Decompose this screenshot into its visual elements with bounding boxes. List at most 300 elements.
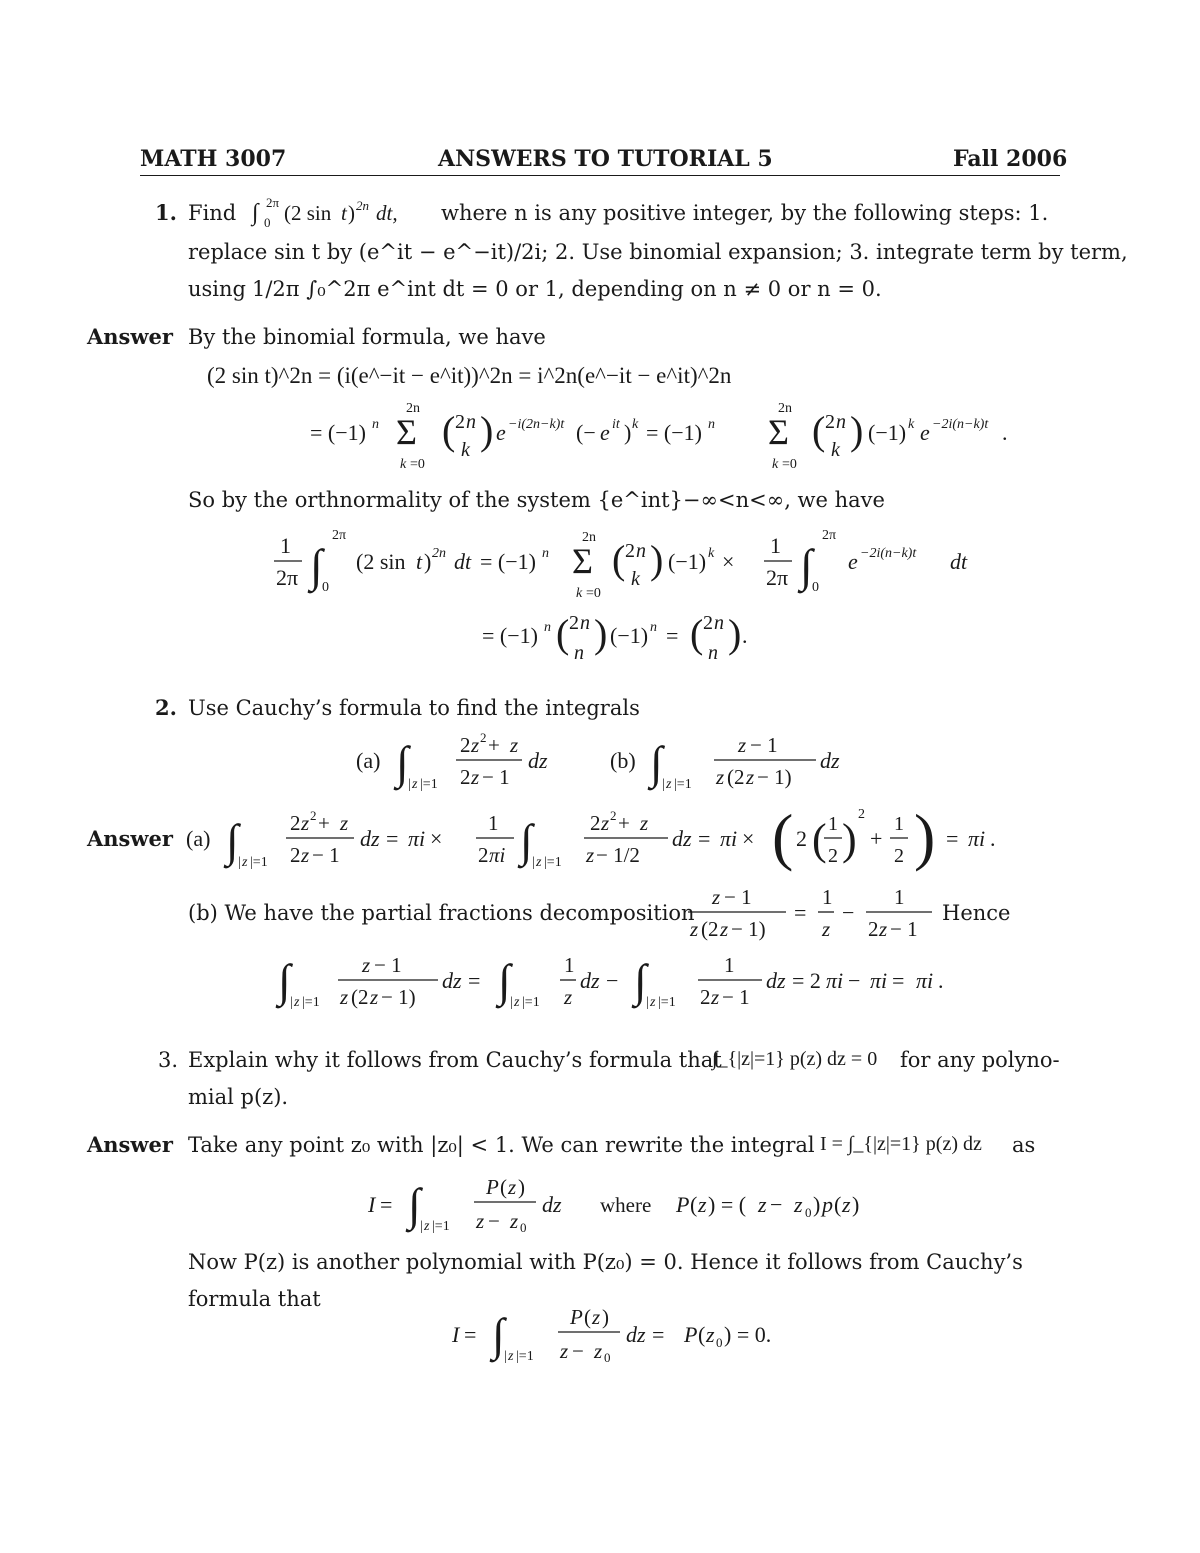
- a3-line2: Now P(z) is another polynomial with P(z₀) = 0. Hence it follows from Cauchy’s: [188, 1250, 1023, 1274]
- header-course: MATH 3007: [140, 146, 287, 172]
- svg-text:|=1: |=1: [302, 995, 320, 1010]
- svg-text:− 1: − 1: [890, 917, 918, 941]
- svg-text:1: 1: [488, 811, 499, 835]
- svg-text:z: z: [698, 1192, 707, 1217]
- svg-text:− 1: − 1: [750, 733, 778, 757]
- a1-eq4: [476, 605, 806, 667]
- svg-text:): ): [594, 611, 608, 656]
- svg-text:(2: (2: [701, 917, 719, 941]
- svg-text:|=1: |=1: [674, 777, 692, 792]
- a3-line1: Take any point z₀ with |z₀| < 1. We can rewrite the integral: [188, 1133, 815, 1157]
- svg-text:t: t: [416, 549, 423, 574]
- svg-text:− 1: − 1: [312, 843, 340, 867]
- svg-text:=0: =0: [586, 586, 601, 601]
- svg-text:− 1: − 1: [482, 765, 510, 789]
- svg-text:2: 2: [625, 540, 635, 562]
- svg-text:z: z: [471, 733, 480, 757]
- svg-text:2: 2: [703, 612, 713, 634]
- q1-line3: 1/2π ∫₀^2π e^int dt = 0 or 1, depending on n ≠ 0 or n = 0.: [252, 277, 882, 301]
- svg-text:0: 0: [264, 215, 271, 230]
- a1-eq1: (2 sin t)^2n = (i(e^−it − e^it))^2n = i^2n(e^−it − e^it)^2n: [207, 363, 732, 388]
- svg-text:|: |: [662, 777, 665, 792]
- svg-text:): ): [480, 408, 494, 453]
- svg-text:(−1): (−1): [668, 549, 707, 574]
- svg-text:|: |: [510, 995, 513, 1010]
- svg-text:∫: ∫: [226, 815, 239, 866]
- q2-text: Use Cauchy’s formula to find the integrals: [188, 696, 640, 720]
- svg-text:e: e: [848, 549, 858, 574]
- svg-text:− 1): − 1): [731, 917, 766, 941]
- svg-text:(: (: [556, 611, 570, 656]
- svg-text:z: z: [690, 917, 699, 941]
- svg-text:−: −: [848, 968, 861, 993]
- svg-text:2: 2: [858, 807, 865, 822]
- q3-integral: ∫_{|z|=1} p(z) dz = 0: [712, 1048, 878, 1070]
- svg-text:z: z: [706, 1322, 715, 1347]
- a1-eq3: [270, 525, 990, 607]
- svg-text:z: z: [650, 995, 656, 1010]
- svg-text:k: k: [772, 457, 779, 472]
- svg-text:2: 2: [290, 811, 301, 835]
- svg-text:dt,: dt,: [376, 201, 398, 225]
- svg-text:z: z: [720, 917, 729, 941]
- a3-integral: I = ∫_{|z|=1} p(z) dz: [820, 1133, 982, 1155]
- svg-text:=: =: [794, 900, 807, 925]
- svg-text:dz: dz: [626, 1322, 646, 1347]
- svg-text:where: where: [600, 1193, 652, 1217]
- svg-text:|=1: |=1: [544, 855, 562, 870]
- svg-text:z: z: [640, 811, 649, 835]
- q2-parts: [350, 728, 850, 798]
- svg-text:dz: dz: [766, 968, 786, 993]
- svg-text:): ): [602, 1305, 609, 1329]
- svg-text:πi: πi: [916, 968, 934, 993]
- svg-text:(2 sin: (2 sin: [284, 201, 332, 225]
- svg-text:0: 0: [520, 1220, 527, 1235]
- svg-text:∫: ∫: [396, 737, 409, 788]
- svg-text:n: n: [466, 411, 476, 433]
- svg-text:z: z: [471, 765, 480, 789]
- svg-text:2: 2: [569, 612, 579, 634]
- svg-text:− 1: − 1: [374, 953, 402, 977]
- svg-text:2n: 2n: [582, 530, 596, 545]
- svg-text:∫: ∫: [252, 200, 259, 226]
- svg-text:(: (: [612, 537, 626, 582]
- svg-text:=0: =0: [782, 457, 797, 472]
- svg-text:=: =: [946, 826, 959, 851]
- svg-text:2: 2: [796, 826, 807, 851]
- svg-text:(: (: [772, 801, 794, 872]
- svg-text:.: .: [938, 968, 944, 993]
- svg-text:): ): [348, 201, 355, 225]
- svg-text:): ): [842, 815, 857, 864]
- svg-text:−: −: [606, 968, 619, 993]
- svg-text:.: .: [1002, 420, 1008, 445]
- svg-text:∫: ∫: [498, 955, 511, 1006]
- svg-text:0: 0: [812, 580, 819, 595]
- svg-text:z: z: [592, 1305, 601, 1329]
- svg-text:2: 2: [828, 845, 838, 867]
- svg-text:z: z: [560, 1339, 569, 1363]
- svg-text:it: it: [612, 417, 620, 432]
- svg-text:z: z: [340, 985, 349, 1009]
- q1-where: where n is any positive integer, by the following steps: 1.: [441, 201, 1049, 225]
- svg-text:+: +: [618, 811, 630, 835]
- svg-text:z: z: [758, 1192, 767, 1217]
- svg-text:=: =: [698, 826, 711, 851]
- q3-line1: Explain why it follows from Cauchy’s formula that: [188, 1048, 722, 1072]
- q3-number: 3.: [158, 1048, 179, 1072]
- svg-text:−: −: [842, 900, 855, 925]
- svg-text:) = (: ) = (: [708, 1192, 747, 1217]
- svg-text:(2 sin: (2 sin: [356, 549, 406, 574]
- svg-text:dz: dz: [580, 968, 600, 993]
- svg-text:k: k: [908, 417, 915, 432]
- svg-text:|=1: |=1: [522, 995, 540, 1010]
- svg-text:): ): [852, 1192, 860, 1217]
- svg-text:z: z: [738, 733, 747, 757]
- header-term: Fall 2006: [953, 146, 1068, 172]
- svg-text:(−: (−: [576, 420, 596, 445]
- a2-label: Answer: [87, 826, 173, 851]
- svg-text:n: n: [836, 411, 846, 433]
- svg-text:+: +: [870, 826, 883, 851]
- svg-text:|=1: |=1: [420, 777, 438, 792]
- svg-text:): ): [624, 420, 632, 445]
- svg-text:z: z: [510, 1209, 519, 1233]
- svg-text:2π: 2π: [266, 195, 280, 210]
- svg-text:=0: =0: [410, 457, 425, 472]
- svg-text:(: (: [698, 1322, 706, 1347]
- svg-text:n: n: [714, 612, 724, 634]
- svg-text:∫: ∫: [310, 540, 323, 591]
- a1-eq2: [300, 396, 1060, 476]
- svg-text:z: z: [879, 917, 888, 941]
- svg-text:z: z: [340, 811, 349, 835]
- svg-text:Σ: Σ: [396, 412, 417, 452]
- svg-text:πi: πi: [408, 826, 426, 851]
- svg-text:z: z: [586, 843, 595, 867]
- svg-text:z: z: [564, 985, 573, 1009]
- a2-b-hence: Hence: [942, 901, 1011, 925]
- svg-text:= (−1): = (−1): [646, 420, 702, 445]
- svg-text:2n: 2n: [432, 546, 446, 561]
- svg-text:z: z: [794, 1192, 803, 1217]
- svg-text:): ): [813, 1192, 821, 1217]
- svg-text:dt: dt: [454, 549, 472, 574]
- svg-text:z: z: [666, 777, 672, 792]
- svg-text:k: k: [831, 439, 840, 461]
- svg-text:n: n: [708, 417, 715, 432]
- q2-number: 2.: [155, 695, 177, 720]
- a2-b-eq: [272, 948, 992, 1020]
- svg-text:=: =: [468, 968, 481, 993]
- svg-text:(2: (2: [727, 765, 745, 789]
- svg-text:|=1: |=1: [516, 1349, 534, 1364]
- svg-text:1: 1: [724, 953, 735, 977]
- svg-text:2: 2: [455, 411, 465, 433]
- svg-text:n: n: [372, 417, 379, 432]
- svg-text:I: I: [452, 1322, 460, 1347]
- svg-text:I: I: [368, 1192, 376, 1217]
- svg-text:Σ: Σ: [768, 412, 789, 452]
- svg-text:2π: 2π: [332, 528, 347, 543]
- svg-text:|: |: [646, 995, 649, 1010]
- svg-text:− 1/2: − 1/2: [596, 843, 640, 867]
- svg-text:− 1): − 1): [757, 765, 792, 789]
- svg-text:− 1: − 1: [724, 885, 752, 909]
- svg-text:k: k: [708, 546, 715, 561]
- svg-text:∫: ∫: [408, 1179, 421, 1230]
- svg-text:z: z: [536, 855, 542, 870]
- svg-text:t: t: [341, 201, 347, 225]
- a2-b-frac: [686, 880, 946, 946]
- svg-text:2: 2: [700, 985, 711, 1009]
- svg-text:n: n: [708, 642, 718, 664]
- svg-text:P: P: [684, 1322, 698, 1347]
- svg-text:2n: 2n: [778, 401, 792, 416]
- svg-text:z: z: [301, 811, 310, 835]
- svg-text:×: ×: [722, 549, 735, 574]
- svg-text:z: z: [712, 885, 721, 909]
- svg-text:|: |: [238, 855, 241, 870]
- svg-text:.: .: [742, 623, 748, 648]
- a2-b-intro: (b) We have the partial fractions decomposition: [188, 901, 695, 925]
- svg-text:dz: dz: [542, 1192, 562, 1217]
- svg-text:0: 0: [322, 580, 329, 595]
- q1-number: 1.: [155, 200, 177, 225]
- svg-text:2n: 2n: [406, 401, 420, 416]
- svg-text:Σ: Σ: [572, 541, 593, 581]
- svg-text:2: 2: [478, 843, 489, 867]
- svg-text:P: P: [570, 1305, 583, 1329]
- a3-as: as: [1012, 1133, 1036, 1157]
- q1-find: Find: [188, 201, 237, 225]
- svg-text:(: (: [584, 1305, 591, 1329]
- svg-text:2: 2: [460, 765, 471, 789]
- svg-text:∫: ∫: [650, 737, 663, 788]
- svg-text:−: −: [770, 1192, 783, 1217]
- header-title: ANSWERS TO TUTORIAL 5: [438, 146, 773, 172]
- svg-text:e: e: [496, 420, 506, 445]
- svg-text:−i(2n−k)t: −i(2n−k)t: [508, 417, 565, 432]
- svg-text:(: (: [442, 408, 456, 453]
- svg-text:z: z: [510, 733, 519, 757]
- svg-text:z: z: [822, 917, 831, 941]
- svg-text:2: 2: [825, 411, 835, 433]
- svg-text:): ): [850, 408, 864, 453]
- svg-text:(: (: [690, 1192, 698, 1217]
- svg-text:∫: ∫: [634, 955, 647, 1006]
- q1-integral: [250, 193, 430, 229]
- svg-text:z: z: [508, 1349, 514, 1364]
- svg-text:z: z: [594, 1339, 603, 1363]
- svg-text:z: z: [746, 765, 755, 789]
- svg-text:): ): [650, 537, 664, 582]
- svg-text:(: (: [812, 408, 826, 453]
- svg-text:1: 1: [822, 885, 833, 909]
- svg-text:dt: dt: [950, 549, 968, 574]
- svg-text:|=1: |=1: [432, 1219, 450, 1234]
- svg-text:z: z: [412, 777, 418, 792]
- svg-text:|: |: [504, 1349, 507, 1364]
- svg-text:= 2: = 2: [792, 968, 821, 993]
- svg-text:2: 2: [290, 843, 301, 867]
- svg-text:n: n: [544, 620, 551, 635]
- svg-text:|=1: |=1: [250, 855, 268, 870]
- svg-text:z: z: [242, 855, 248, 870]
- svg-text:∫: ∫: [278, 955, 291, 1006]
- svg-text:e: e: [600, 420, 610, 445]
- svg-text:e: e: [920, 420, 930, 445]
- svg-text:∫: ∫: [520, 815, 533, 866]
- svg-text:dz: dz: [528, 748, 548, 773]
- svg-text:P: P: [486, 1175, 499, 1199]
- svg-text:− 1: − 1: [722, 985, 750, 1009]
- svg-text:): ): [914, 801, 936, 872]
- svg-text:): ): [518, 1175, 525, 1199]
- svg-text:×: ×: [742, 826, 755, 851]
- svg-text:k: k: [576, 586, 583, 601]
- svg-text:z: z: [842, 1192, 851, 1217]
- svg-text:(−1): (−1): [868, 420, 907, 445]
- q1-line2: replace sin t by (e^it − e^−it)/2i; 2. Use binomial expansion; 3. integrate term by term,: [188, 240, 1128, 264]
- svg-text:|: |: [532, 855, 535, 870]
- svg-text:k: k: [631, 568, 640, 590]
- svg-text:1: 1: [280, 533, 291, 558]
- svg-text:(2: (2: [351, 985, 369, 1009]
- svg-text:−: −: [572, 1339, 584, 1363]
- svg-text:πi: πi: [870, 968, 888, 993]
- q3-line2: mial p(z).: [188, 1085, 289, 1109]
- svg-text:=: =: [892, 968, 905, 993]
- svg-text:): ): [424, 549, 432, 574]
- svg-text:(a): (a): [186, 826, 211, 851]
- svg-text:.: .: [990, 826, 996, 851]
- svg-text:(: (: [500, 1175, 507, 1199]
- svg-text:0: 0: [716, 1335, 723, 1350]
- svg-text:2: 2: [894, 845, 904, 867]
- svg-text:z: z: [601, 811, 610, 835]
- svg-text:|: |: [290, 995, 293, 1010]
- svg-text:z: z: [294, 995, 300, 1010]
- svg-text:z: z: [424, 1219, 430, 1234]
- header-rule: [140, 175, 1060, 176]
- svg-text:πi: πi: [720, 826, 738, 851]
- svg-text:z: z: [716, 765, 725, 789]
- svg-text:= (−1): = (−1): [480, 549, 536, 574]
- svg-text:0: 0: [805, 1205, 812, 1220]
- svg-text:p: p: [822, 1192, 833, 1217]
- svg-text:|: |: [408, 777, 411, 792]
- svg-text:dz: dz: [442, 968, 462, 993]
- svg-text:2: 2: [310, 808, 317, 823]
- svg-text:n: n: [542, 546, 549, 561]
- svg-text:dz: dz: [820, 748, 840, 773]
- svg-text:|: |: [420, 1219, 423, 1234]
- svg-text:=: =: [666, 623, 679, 648]
- a3-line3: formula that: [188, 1287, 321, 1311]
- svg-text:z: z: [476, 1209, 485, 1233]
- a2-a: [186, 800, 1016, 880]
- svg-text:πi: πi: [489, 843, 506, 867]
- svg-text:z: z: [514, 995, 520, 1010]
- svg-text:(b): (b): [610, 748, 636, 773]
- svg-text:z: z: [711, 985, 720, 1009]
- svg-text:2: 2: [460, 733, 471, 757]
- svg-text:) = 0.: ) = 0.: [724, 1322, 772, 1347]
- svg-text:): ): [728, 611, 742, 656]
- q1-using: using: [188, 277, 246, 301]
- svg-text:=: =: [652, 1322, 665, 1347]
- svg-text:πi: πi: [826, 968, 844, 993]
- svg-text:1: 1: [564, 953, 575, 977]
- svg-text:(a): (a): [356, 748, 381, 773]
- svg-text:2π: 2π: [766, 565, 789, 590]
- svg-text:=: =: [380, 1192, 393, 1217]
- svg-text:z: z: [362, 953, 371, 977]
- svg-text:P: P: [676, 1192, 690, 1217]
- svg-text:n: n: [636, 540, 646, 562]
- q3-polyno: for any polyno-: [900, 1048, 1060, 1072]
- svg-text:dz: dz: [672, 826, 692, 851]
- svg-text:−: −: [488, 1209, 500, 1233]
- svg-text:(: (: [834, 1192, 842, 1217]
- svg-text:1: 1: [894, 885, 905, 909]
- svg-text:1: 1: [828, 813, 838, 835]
- svg-text:∫: ∫: [800, 540, 813, 591]
- svg-text:+: +: [488, 733, 500, 757]
- svg-text:k: k: [632, 417, 639, 432]
- a3-eq2: [450, 1300, 820, 1372]
- svg-text:|=1: |=1: [658, 995, 676, 1010]
- svg-text:0: 0: [604, 1350, 611, 1365]
- svg-text:−2i(n−k)t: −2i(n−k)t: [860, 546, 917, 561]
- svg-text:n: n: [574, 642, 584, 664]
- svg-text:−2i(n−k)t: −2i(n−k)t: [932, 417, 989, 432]
- svg-text:z: z: [370, 985, 379, 1009]
- a1-intro: By the binomial formula, we have: [188, 325, 546, 349]
- svg-text:1: 1: [770, 533, 781, 558]
- svg-text:dz: dz: [360, 826, 380, 851]
- svg-text:2π: 2π: [822, 528, 837, 543]
- a3-label: Answer: [87, 1132, 173, 1157]
- svg-text:z: z: [508, 1175, 517, 1199]
- svg-text:2: 2: [610, 808, 617, 823]
- svg-text:1: 1: [894, 813, 904, 835]
- a1-ortho: So by the orthnormality of the system {e^int}−∞<n<∞, we have: [188, 488, 885, 512]
- svg-text:2n: 2n: [356, 198, 369, 213]
- svg-text:(−1): (−1): [610, 623, 649, 648]
- svg-text:2π: 2π: [276, 565, 299, 590]
- svg-text:= (−1): = (−1): [310, 420, 366, 445]
- svg-text:2: 2: [590, 811, 601, 835]
- svg-text:n: n: [650, 620, 657, 635]
- svg-text:+: +: [318, 811, 330, 835]
- svg-text:(: (: [690, 611, 704, 656]
- a3-eq1: [366, 1170, 926, 1242]
- svg-text:z: z: [301, 843, 310, 867]
- svg-text:∫: ∫: [492, 1309, 505, 1360]
- svg-text:2: 2: [868, 917, 879, 941]
- svg-text:×: ×: [430, 826, 443, 851]
- svg-text:(: (: [812, 815, 827, 864]
- svg-text:2: 2: [480, 730, 487, 745]
- svg-text:= (−1): = (−1): [482, 623, 538, 648]
- svg-text:=: =: [386, 826, 399, 851]
- svg-text:πi: πi: [968, 826, 986, 851]
- svg-text:n: n: [580, 612, 590, 634]
